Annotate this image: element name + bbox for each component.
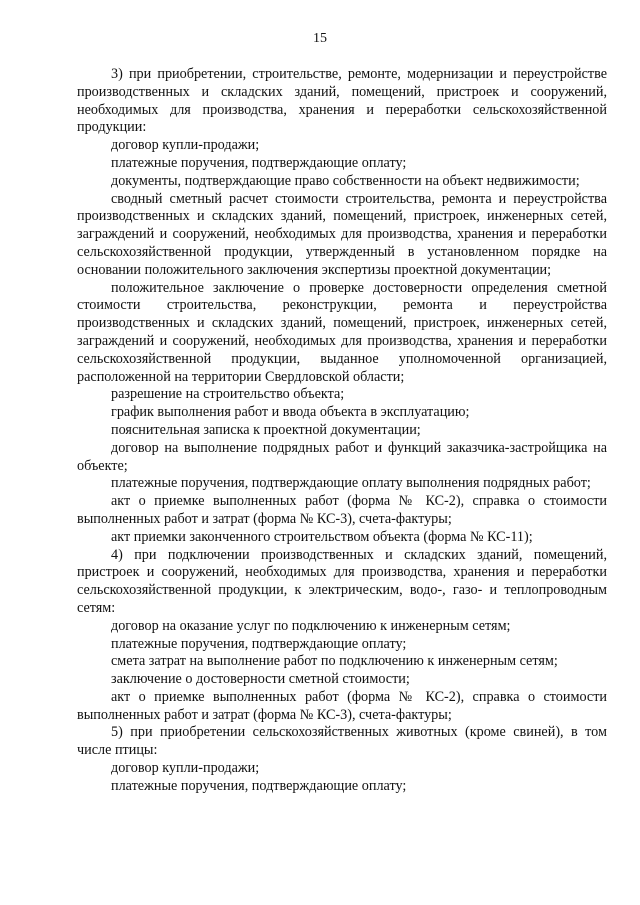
paragraph-contractor-agreement: договор на выполнение подрядных работ и функций заказчика-застройщика на объекте;	[77, 439, 607, 474]
paragraph-ks11-act: акт приемки законченного строительством объекта (форма № КС-11);	[111, 528, 533, 545]
paragraph-sale-contract: договор купли-продажи;	[111, 137, 260, 154]
paragraph-item-5-heading: 5) при приобретении сельскохозяйственных животных (кроме свиней), в том числе птицы:	[77, 724, 607, 759]
paragraph-work-schedule: график выполнения работ и ввода объекта в эксплуатацию;	[111, 404, 470, 421]
paragraph-payment-orders: платежные поручения, подтверждающие оплату;	[111, 154, 407, 171]
paragraph-building-permit: разрешение на строительство объекта;	[111, 386, 345, 403]
paragraph-ks2-ks3-acts: акт о приемке выполненных работ (форма № КС-2), справка о стоимости выполненных работ и затрат (форма № КС-3), счета-фактуры;	[77, 493, 607, 527]
paragraph-positive-conclusion: положительное заключение о проверке достоверности определения сметной стоимости строительства, реконструкции, ремонта и переустройства производственных и складских зданий, помещений, пристроек, инженерных сетей, заграждений и сооружений, необходимых для производства, хранения и переработки сельскохозяйственной продукции, выданное уполномоченной организацией, расположенной на территории Свердловской области;	[77, 279, 607, 385]
document-body	[77, 66, 607, 796]
paragraph-payment-orders-3: платежные поручения, подтверждающие оплату;	[111, 777, 407, 794]
paragraph-sale-contract-2: договор купли-продажи;	[111, 760, 260, 777]
paragraph-estimate-reliability: заключение о достоверности сметной стоимости;	[111, 671, 410, 688]
paragraph-explanatory-note: пояснительная записка к проектной документации;	[111, 421, 421, 438]
paragraph-ownership-documents: документы, подтверждающие право собственности на объект недвижимости;	[111, 172, 580, 189]
paragraph-connection-agreement: договор на оказание услуг по подключению к инженерным сетям;	[111, 617, 511, 634]
paragraph-summary-estimate: сводный сметный расчет стоимости строительства, ремонта и переустройства производственных и складских зданий, помещений, пристроек, инженерных сетей, заграждений и сооружений, необходимых для производства, хранения и переработки сельскохозяйственной продукции, утвержденный в установленном порядке на основании положительного заключения экспертизы проектной документации;	[77, 190, 607, 278]
page-number: 15	[313, 31, 327, 46]
paragraph-item-3-heading: 3) при приобретении, строительстве, ремонте, модернизации и переустройстве производственных и складских зданий, помещений, пристроек и сооружений, необходимых для производства, хранения и переработки сельскохозяйственной продукции:	[77, 66, 607, 136]
paragraph-payment-orders-2: платежные поручения, подтверждающие оплату;	[111, 635, 407, 652]
paragraph-item-4-heading: 4) при подключении производственных и складских зданий, помещений, пристроек и сооружений, необходимых для производства, хранения и переработки сельскохозяйственной продукции, к электрическим, водо-, газо- и теплопроводным сетям:	[77, 546, 607, 616]
paragraph-ks2-ks3-acts-2: акт о приемке выполненных работ (форма № КС-2), справка о стоимости выполненных работ и затрат (форма № КС-3), счета-фактуры;	[77, 688, 607, 723]
paragraph-connection-estimate: смета затрат на выполнение работ по подключению к инженерным сетям;	[111, 653, 558, 670]
paragraph-contractor-payments: платежные поручения, подтверждающие оплату выполнения подрядных работ;	[111, 475, 591, 492]
